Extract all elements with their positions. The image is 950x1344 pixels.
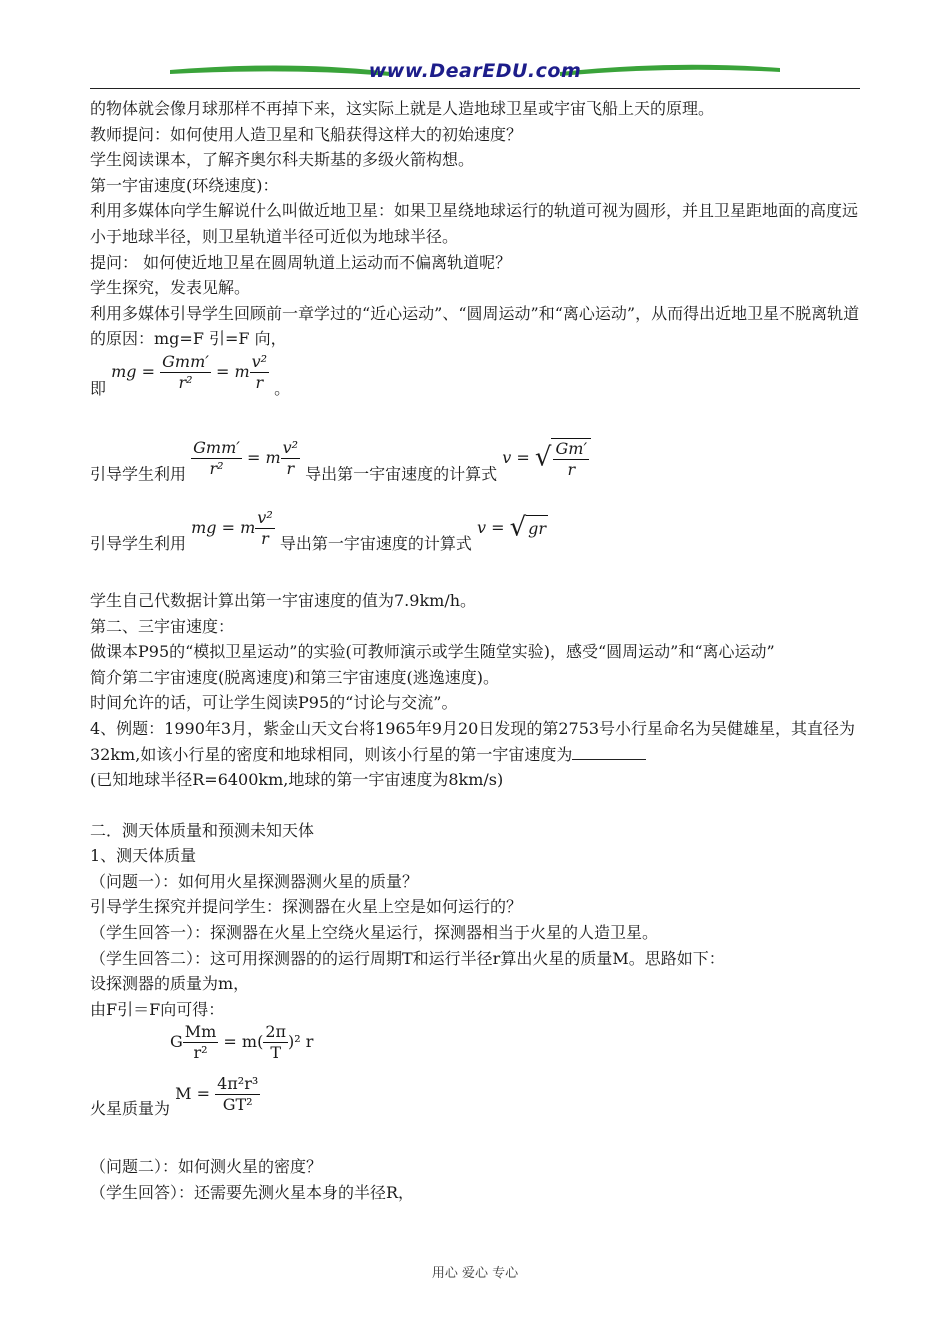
section-title: 二．测天体质量和预测未知天体 <box>90 820 315 840</box>
paragraph: 的物体就会像月球那样不再掉下来，这实际上就是人造地球卫星或宇宙飞船上天的原理。 <box>90 99 715 118</box>
paragraph: （学生回答）：还需要先测火星本身的半径R， <box>90 1183 415 1203</box>
paragraph: （问题一）：如何用火星探测器测火星的质量？ <box>90 871 419 891</box>
document-body <box>90 96 862 1206</box>
paragraph: 学生阅读课本，了解齐奥尔科夫斯基的多级火箭构想。 <box>90 150 475 170</box>
paragraph: 利用多媒体引导学生回顾前一章学过的“近心运动”、“圆周运动”和“离心运动”，从而得出近地卫星不脱离轨道的原因：mg=F 引=F 向， <box>90 303 860 349</box>
paragraph: 第一宇宙速度(环绕速度)： <box>90 175 279 195</box>
paragraph: 引导学生探究并提问学生：探测器在火星上空是如何运行的？ <box>90 897 523 917</box>
paragraph: （问题二）：如何测火星的密度？ <box>90 1157 323 1177</box>
paragraph: 学生自己代数据计算出第一宇宙速度的值为7.9km/h。 <box>90 590 477 610</box>
paragraph-mid: 导出第一宇宙速度的计算式 <box>305 464 498 484</box>
paragraph: 设探测器的质量为m， <box>90 974 250 994</box>
paragraph: 做课本P95的“模拟卫星运动”的实验(可教师演示或学生随堂实验)，感受“圆周运动”和“离心运动” <box>90 642 775 662</box>
paragraph: 由F引＝F向可得： <box>90 999 225 1019</box>
paragraph: （学生回答二）：这可用探测器的的运行周期T和运行半径r算出火星的质量M。思路如下： <box>90 948 725 968</box>
paragraph: 时间允许的话，可让学生阅读P95的“讨论与交流”。 <box>90 693 458 713</box>
paragraph-prefix: 即 <box>90 378 107 398</box>
paragraph: 教师提问：如何使用人造卫星和飞船获得这样大的初始速度？ <box>90 124 523 144</box>
paragraph-prefix: 引导学生利用 <box>90 533 187 553</box>
subsection-title: 1、测天体质量 <box>90 846 197 866</box>
paragraph-mid: 导出第一宇宙速度的计算式 <box>279 533 472 553</box>
site-brand: www.DearEDU.com <box>368 60 582 82</box>
equation-line <box>90 1022 862 1078</box>
paragraph-prefix: 引导学生利用 <box>90 464 187 484</box>
equation-line <box>90 438 862 502</box>
paragraph: 学生探究，发表见解。 <box>90 278 251 298</box>
equation: v = √ gr <box>476 512 547 543</box>
header-rule <box>90 88 860 89</box>
equation: mg = $\frac{\text{Gmm′}}{\text{r²}}$ = m $\frac{\text{v²}}{r}$ <box>111 351 268 392</box>
equation-line <box>90 352 862 418</box>
paragraph: 利用多媒体向学生解说什么叫做近地卫星：如果卫星绕地球运行的轨道可视为圆形，并且卫星距地面的高度远小于地球半径，则卫星轨道半径可近似为地球半径。 <box>90 201 859 246</box>
answer-blank[interactable] <box>572 743 646 760</box>
paragraph: 提问： 如何使近地卫星在圆周轨道上运动而不偏离轨道呢？ <box>90 252 512 272</box>
equation-line <box>90 508 862 568</box>
equation: M = $\frac{\text{4π²r³}}{\text{GT²}}$ <box>175 1074 259 1115</box>
example-problem <box>90 716 862 767</box>
paragraph-prefix: 火星质量为 <box>90 1099 171 1119</box>
page-footer: 用心 爱心 专心 <box>431 1266 519 1281</box>
paragraph: 4、例题：1990年3月，紫金山天文台将1965年9月20日发现的第2753号小行星命名为吴健雄星，其直径为32km,如该小行星的密度和地球相同，则该小行星的第一宇宙速度为 <box>90 718 856 764</box>
paragraph-suffix: 。 <box>274 378 291 398</box>
paragraph: 第二、三宇宙速度： <box>90 616 235 636</box>
paragraph: （学生回答一）：探测器在火星上空绕火星运行，探测器相当于火星的人造卫星。 <box>90 923 659 943</box>
equation: v = √ $\frac{Gm'}{r}$ <box>502 448 591 467</box>
equation: mg = m $\frac{\text{v²}}{r}$ <box>191 507 273 548</box>
equation: $\frac{\text{Gmm′}}{\text{r²}}$ = m $\frac{\text{v²}}{r}$ <box>193 438 299 479</box>
equation-line <box>90 1074 862 1138</box>
paragraph: 简介第二宇宙速度(脱离速度)和第三宇宙速度(逃逸速度)。 <box>90 667 499 687</box>
equation: G $\frac{Mm}{\text{r²}}$ = m( $\frac{2\pi}{T}$ )² r <box>170 1022 314 1063</box>
header-banner <box>90 58 860 90</box>
paragraph: (已知地球半径R=6400km,地球的第一宇宙速度为8km/s) <box>90 770 504 790</box>
